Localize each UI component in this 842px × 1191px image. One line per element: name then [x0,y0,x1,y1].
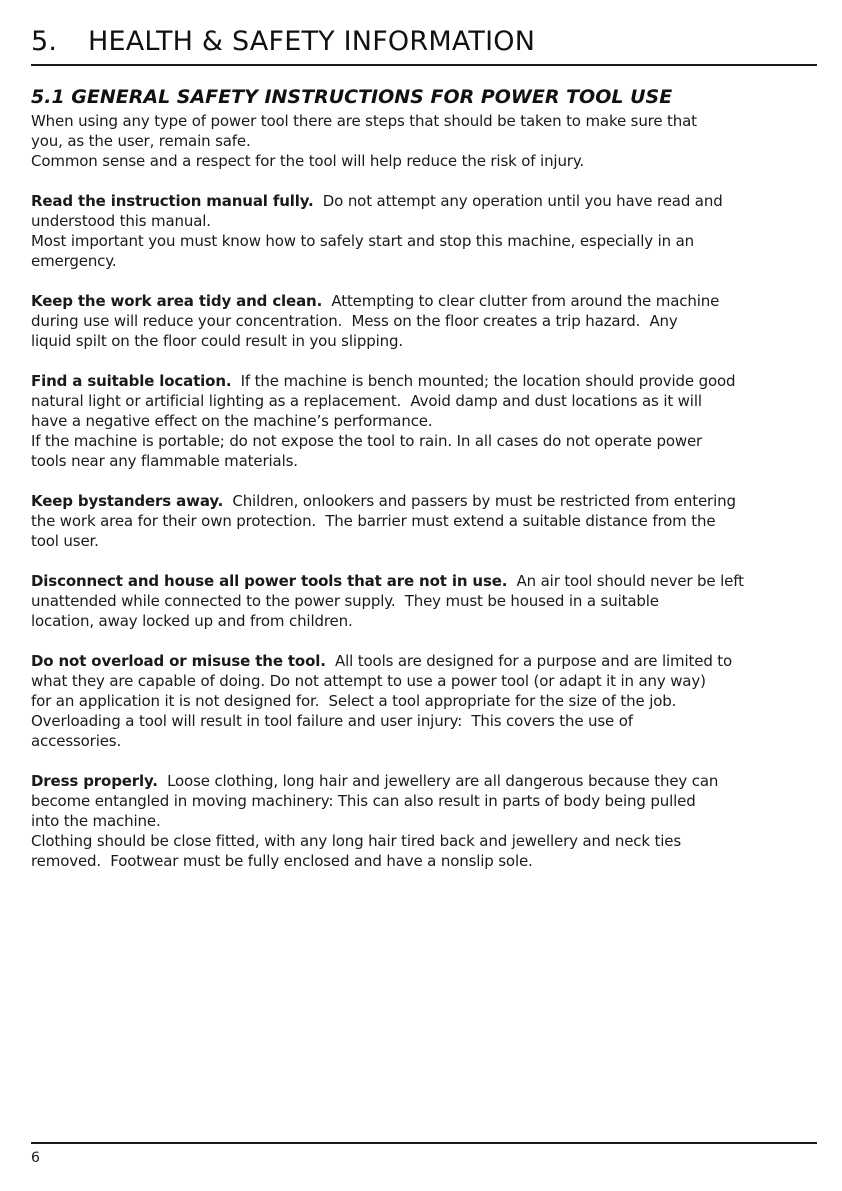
text-line: emergency. [31,252,117,270]
text-line: Most important you must know how to safely start and stop this machine, especially in an [31,232,694,250]
text-line: understood this manual. [31,212,211,230]
chapter-number: 5. [31,26,58,57]
text-line: accessories. [31,732,122,750]
text-line: during use will reduce your concentration. Mess on the floor creates a trip hazard. Any [31,312,678,330]
paragraph-lead: Read the instruction manual fully. [31,192,314,210]
paragraph-bystanders [31,491,821,551]
text-line [31,291,821,311]
paragraph-text: All tools are designed for a purpose and are limited to [325,652,733,670]
text-line [31,491,821,511]
text-line: become entangled in moving machinery: This can also result in parts of body being pulled [31,792,696,810]
text-line: you, as the user, remain safe. [31,132,251,150]
text-line: liquid spilt on the floor could result in you slipping. [31,332,403,350]
text-line: unattended while connected to the power supply. They must be housed in a suitable [31,592,659,610]
paragraph-dress [31,771,821,871]
text-line: Common sense and a respect for the tool will help reduce the risk of injury. [31,152,585,170]
text-line [31,771,821,791]
text-line: removed. Footwear must be fully enclosed and have a nonslip sole. [31,852,533,870]
intro-paragraph [31,111,821,171]
paragraph-lead: Dress properly. [31,772,158,790]
text-line: location, away locked up and from children. [31,612,353,630]
paragraph-text: Attempting to clear clutter from around the machine [322,292,720,310]
chapter-title [31,24,817,60]
footer-divider [31,1142,817,1144]
text-line [31,191,821,211]
paragraph-disconnect [31,571,821,631]
paragraph-overload [31,651,821,751]
text-line [31,571,821,591]
text-line: have a negative effect on the machine’s performance. [31,412,433,430]
text-line: tools near any flammable materials. [31,452,298,470]
paragraph-text: Children, onlookers and passers by must be restricted from entering [223,492,736,510]
paragraph-text: Do not attempt any operation until you have read and [313,192,723,210]
paragraph-lead: Find a suitable location. [31,372,232,390]
text-line: what they are capable of doing. Do not attempt to use a power tool (or adapt it in any way) [31,672,706,690]
paragraph-tidy [31,291,821,351]
chapter-title-text: HEALTH & SAFETY INFORMATION [88,26,536,57]
header-divider [31,64,817,66]
paragraph-text: An air tool should never be left [507,572,744,590]
text-line: into the machine. [31,812,161,830]
paragraph-manual [31,191,821,271]
text-line: for an application it is not designed for. Select a tool appropriate for the size of the job. [31,692,677,710]
paragraph-location [31,371,821,471]
paragraph-lead: Keep bystanders away. [31,492,224,510]
page-number: 6 [31,1150,40,1166]
paragraph-text: If the machine is bench mounted; the location should provide good [231,372,736,390]
text-line: natural light or artificial lighting as a replacement. Avoid damp and dust locations as it will [31,392,702,410]
paragraph-lead: Do not overload or misuse the tool. [31,652,326,670]
text-line [31,651,821,671]
text-line: If the machine is portable; do not expose the tool to rain. In all cases do not operate power [31,432,703,450]
text-line [31,371,821,391]
text-line: the work area for their own protection. The barrier must extend a suitable distance from the [31,512,716,530]
section-title: 5.1 GENERAL SAFETY INSTRUCTIONS FOR POWER TOOL USE [31,86,673,108]
chapter-header [31,24,817,60]
paragraph-lead: Disconnect and house all power tools that are not in use. [31,572,508,590]
text-line: Clothing should be close fitted, with any long hair tired back and jewellery and neck ties [31,832,682,850]
paragraph-text: Loose clothing, long hair and jewellery are all dangerous because they can [157,772,719,790]
text-line: Overloading a tool will result in tool failure and user injury: This covers the use of [31,712,633,730]
document-body [31,111,821,891]
text-line: tool user. [31,532,99,550]
paragraph-lead: Keep the work area tidy and clean. [31,292,323,310]
text-line: When using any type of power tool there are steps that should be taken to make sure that [31,112,697,130]
